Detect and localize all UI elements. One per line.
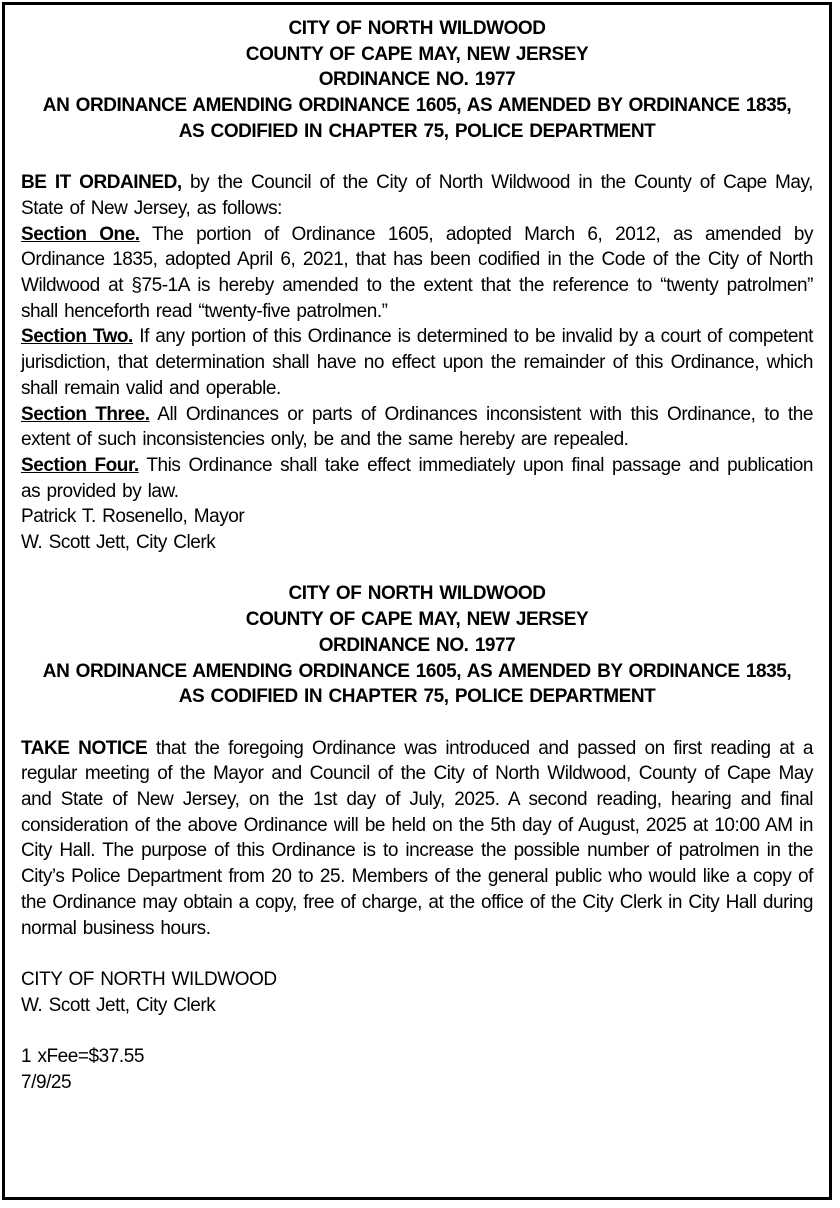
signature-clerk: W. Scott Jett, City Clerk xyxy=(21,994,216,1016)
spacer xyxy=(21,941,813,967)
header-city: CITY OF NORTH WILDWOOD xyxy=(288,583,546,605)
section-four-title: Section Four. xyxy=(21,454,139,476)
notice-header xyxy=(21,581,813,710)
section-three-text: All Ordinances or parts of Ordinances inconsistent with this Ordinance, to the extent of such inconsistencies only, be and the same hereby are repealed. xyxy=(21,403,813,451)
section-one-title: Section One. xyxy=(21,223,140,245)
legal-notice xyxy=(2,2,832,1200)
header-title-line-1: AN ORDINANCE AMENDING ORDINANCE 1605, AS AMENDED BY ORDINANCE 1835, xyxy=(42,660,792,682)
section-two-text: If any portion of this Ordinance is determined to be invalid by a court of competent jurisdiction, that determination shall have no effect upon the remainder of this Ordinance, which shall remain valid and operable. xyxy=(21,326,813,399)
take-notice-lead: TAKE NOTICE xyxy=(21,737,148,759)
header-city: CITY OF NORTH WILDWOOD xyxy=(288,18,546,39)
signature-mayor: Patrick T. Rosenello, Mayor xyxy=(21,506,245,528)
header-county: COUNTY OF CAPE MAY, NEW JERSEY xyxy=(245,43,589,65)
header-ordinance-number: ORDINANCE NO. 1977 xyxy=(318,69,516,91)
spacer xyxy=(21,556,813,582)
fee-line: 1 xFee=$37.55 xyxy=(21,1046,144,1068)
spacer xyxy=(21,145,813,171)
header-title-line-2: AS CODIFIED IN CHAPTER 75, POLICE DEPARTMENT xyxy=(178,686,656,708)
header-ordinance-number: ORDINANCE NO. 1977 xyxy=(318,634,516,656)
section-two-title: Section Two. xyxy=(21,326,133,348)
spacer xyxy=(21,710,813,736)
section-two xyxy=(21,324,813,401)
section-three xyxy=(21,402,813,453)
header-county: COUNTY OF CAPE MAY, NEW JERSEY xyxy=(245,609,589,631)
section-one-text: The portion of Ordinance 1605, adopted March 6, 2012, as amended by Ordinance 1835, adopted April 6, 2021, that has been codified in the Code of the City of North Wildwood at §75-1A is hereby amended to the extent that the reference to “twenty patrolmen” shall henceforth read “twenty-five patrolmen.” xyxy=(21,223,814,322)
header-title-line-2: AS CODIFIED IN CHAPTER 75, POLICE DEPARTMENT xyxy=(178,120,656,142)
publication-date: 7/9/25 xyxy=(21,1071,72,1093)
section-four-text: This Ordinance shall take effect immediately upon final passage and publication as provided by law. xyxy=(21,454,813,502)
section-three-title: Section Three. xyxy=(21,403,150,425)
section-one xyxy=(21,222,813,325)
section-four xyxy=(21,453,813,504)
signature-clerk: W. Scott Jett, City Clerk xyxy=(21,532,216,554)
preamble-text: by the Council of the City of North Wildwood in the County of Cape May, State of New Jersey, as follows: xyxy=(21,172,813,219)
signature-city: CITY OF NORTH WILDWOOD xyxy=(21,968,277,990)
take-notice-paragraph xyxy=(21,736,813,942)
ordinance-header xyxy=(21,16,813,145)
spacer xyxy=(21,1018,813,1044)
preamble xyxy=(21,170,813,221)
take-notice-text: that the foregoing Ordinance was introduced and passed on first reading at a regular meeting of the Mayor and Council of the City of North Wildwood, County of Cape May and State of New Jersey, on the 1st day of July, 2025. A second reading, hearing and final consideration of the above Ordinance will be held on the 5th day of August, 2025 at 10:00 AM in City Hall. The purpose of this Ordinance is to increase the possible number of patrolmen in the City’s Police Department from 20 to 25. Members of the general public who would like a copy of the Ordinance may obtain a copy, free of charge, at the office of the City Clerk in City Hall during normal business hours. xyxy=(21,737,813,939)
preamble-lead: BE IT ORDAINED, xyxy=(21,172,182,194)
header-title-line-1: AN ORDINANCE AMENDING ORDINANCE 1605, AS AMENDED BY ORDINANCE 1835, xyxy=(42,95,792,117)
